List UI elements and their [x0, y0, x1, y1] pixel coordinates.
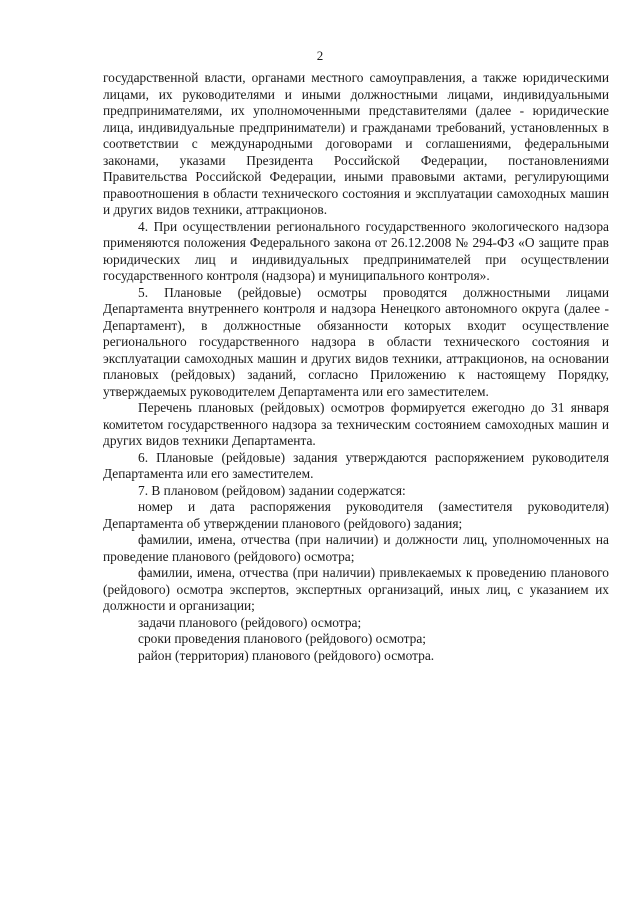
paragraph-item-5: 5. Плановые (рейдовые) осмотры проводятся должностными лицами Департамента внутреннего контроля и надзора Ненецкого автономного округа (далее - Департамент), в должностные обязанности которых входит осуществление регионального государственного надзора в области технического состояния и эксплуатации самоходных машин и других видов техники, аттракционов, на основании плановых (рейдовых) заданий, согласно Приложению к настоящему Порядку, утверждаемых руководителем Департамента или его заместителем.	[103, 284, 609, 399]
paragraph-item-7: 7. В плановом (рейдовом) задании содержатся:	[138, 482, 406, 498]
list-item-authorized-persons: фамилии, имена, отчества (при наличии) и должности лиц, уполномоченных на проведение планового (рейдового) осмотра;	[103, 532, 609, 564]
paragraph-inspection-list: Перечень плановых (рейдовых) осмотров формируется ежегодно до 31 января комитетом государственного надзора за техническим состоянием самоходных машин и других видов техники Департамента.	[103, 400, 609, 448]
list-item-dates: сроки проведения планового (рейдового) осмотра;	[138, 631, 426, 646]
list-item-experts: фамилии, имена, отчества (при наличии) привлекаемых к проведению планового (рейдового) осмотра экспертов, экспертных организаций, иных лиц, с указанием их должности и организации;	[103, 565, 609, 613]
list-item-territory: район (территория) планового (рейдового) осмотра.	[138, 647, 435, 663]
paragraph-item-4: 4. При осуществлении регионального государственного экологического надзора применяются положения Федерального закона от 26.12.2008 № 294-ФЗ «О защите прав юридических лиц и индивидуальных предпринимателей при осуществлении государственного контроля (надзора) и муниципального контроля».	[103, 218, 609, 283]
document-body	[103, 70, 609, 664]
paragraph-item-6: 6. Плановые (рейдовые) задания утверждаются распоряжением руководителя Департамента или его заместителем.	[103, 449, 609, 481]
list-item-order-number: номер и дата распоряжения руководителя (заместителя руководителя) Департамента об утверждении планового (рейдового) задания;	[103, 499, 609, 531]
paragraph-continuation: государственной власти, органами местного самоуправления, а также юридическими лицами, их руководителями и иными должностными лицами, индивидуальными предпринимателями, их уполномоченными представителями (далее - юридические лица, индивидуальные предприниматели) и гражданами требований, установленных в соответствии с международными договорами и соглашениями, федеральными законами, указами Президента Российской Федерации, постановлениями Правительства Российской Федерации, иными правовыми актами, регулирующими правоотношения в области технического состояния и эксплуатации самоходных машин и других видов техники, аттракционов.	[103, 70, 609, 217]
page-number: 2	[316, 48, 324, 63]
list-item-tasks: задачи планового (рейдового) осмотра;	[138, 614, 362, 630]
